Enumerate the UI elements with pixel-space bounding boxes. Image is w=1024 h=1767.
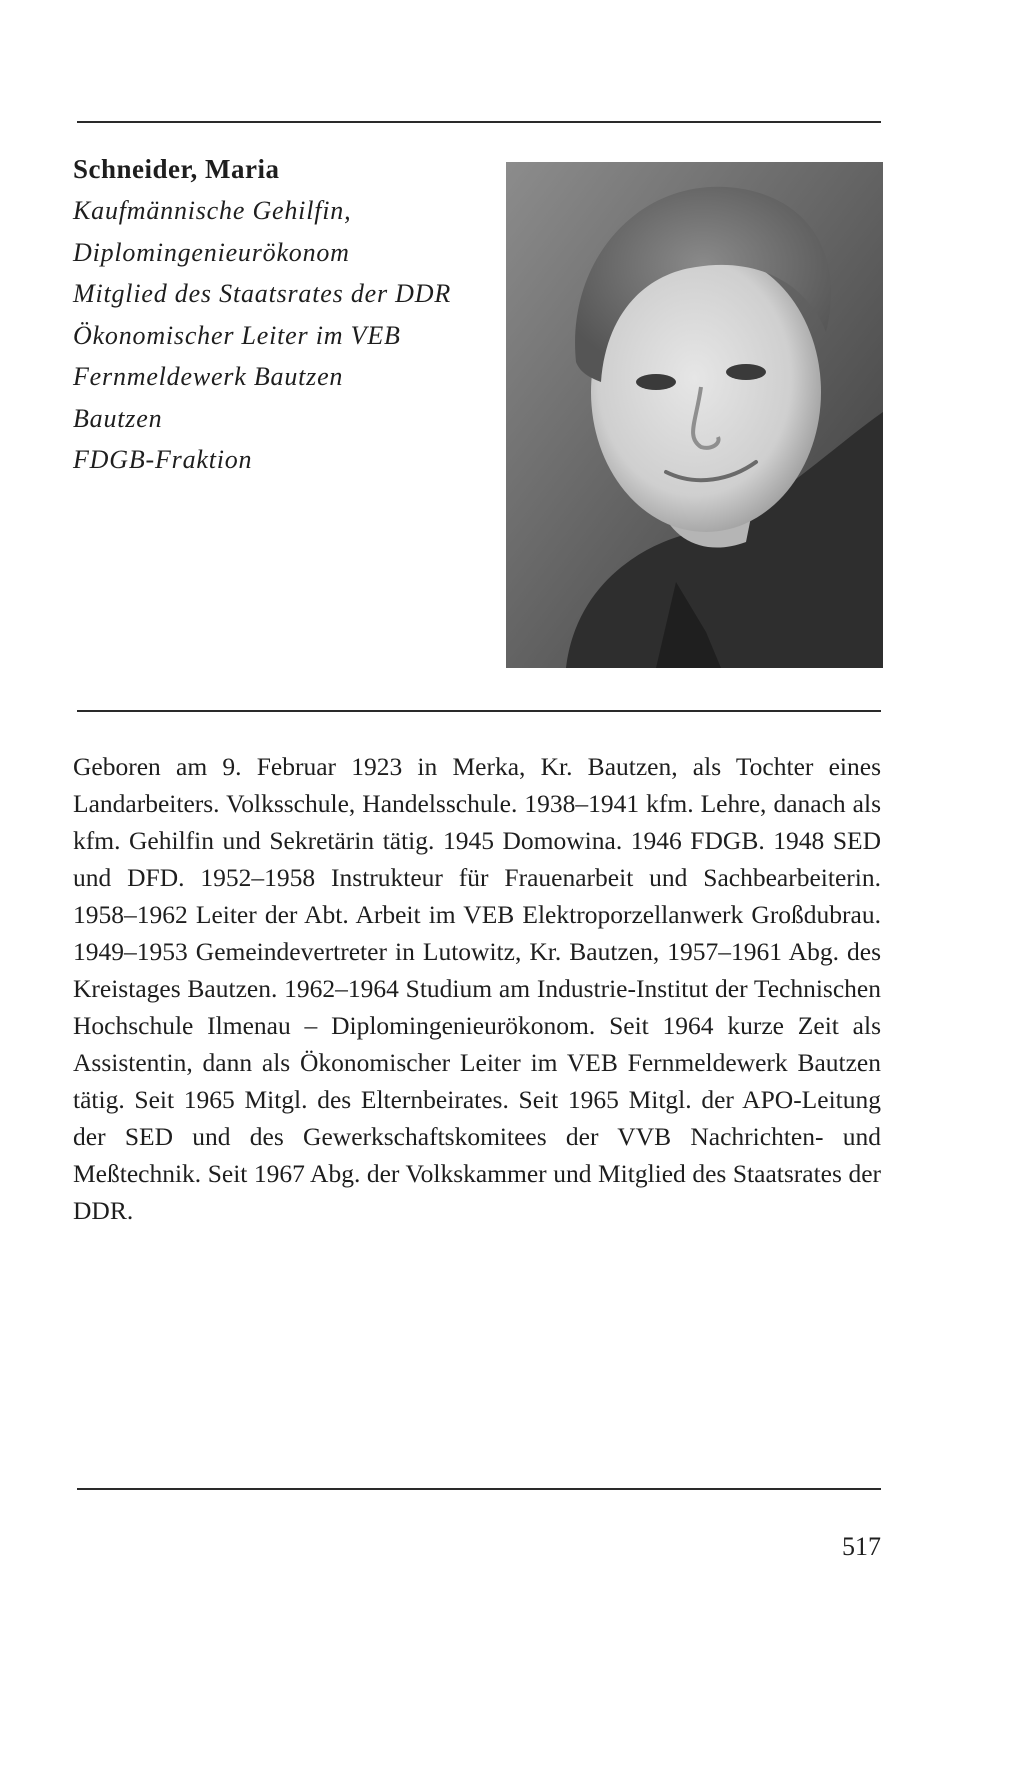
role-line: Diplomingenieurökonom	[73, 237, 350, 267]
role-line: Kaufmännische Gehilfin,	[73, 196, 352, 225]
profile-header	[73, 148, 493, 481]
middle-rule	[77, 710, 881, 712]
role-line: FDGB-Fraktion	[73, 445, 253, 474]
role-line: Ökonomischer Leiter im VEB	[73, 320, 401, 350]
role-list	[73, 190, 493, 481]
portrait-photo-icon	[506, 162, 883, 668]
portrait-eye-left	[636, 374, 676, 390]
role-line: Mitglied des Staatsrates der DDR	[73, 279, 452, 308]
biography-text: Geboren am 9. Februar 1923 in Merka, Kr. Bautzen, als Tochter eines Landarbeiters. Volksschule, Handelsschule. 1938–1941 kfm. Lehre, danach als kfm. Gehilfin und Sekretärin tätig. 1945 Domowina. 1946 FDGB. 1948 SED und DFD. 1952–1958 Instrukteur für Frauenarbeit und Sachbearbeiterin. 1958–1962 Leiter der Abt. Arbeit im VEB Elektroporzellanwerk Großdubrau. 1949–1953 Gemeindevertreter in Lutowitz, Kr. Bautzen, 1957–1961 Abg. des Kreistages Bautzen. 1962–1964 Studium am Industrie-Institut der Technischen Hochschule Ilmenau – Diplomingenieurökonom. Seit 1964 kurze Zeit als Assistentin, dann als Ökonomischer Leiter im VEB Fernmeldewerk Bautzen tätig. Seit 1965 Mitgl. des Elternbeirates. Seit 1965 Mitgl. der APO-Leitung der SED und des Gewerkschaftskomitees der VVB Nachrichten- und Meßtechnik. Seit 1967 Abg. der Volkskammer und Mitglied des Staatsrates der DDR.	[73, 752, 881, 1225]
top-rule	[77, 121, 881, 123]
person-name: Schneider, Maria	[73, 154, 280, 184]
bottom-rule	[77, 1488, 881, 1490]
portrait-photo	[506, 162, 883, 668]
role-line: Bautzen	[73, 403, 163, 433]
portrait-eye-right	[726, 364, 766, 380]
role-line: Fernmeldewerk Bautzen	[73, 362, 344, 391]
page-number: 517	[842, 1532, 881, 1561]
